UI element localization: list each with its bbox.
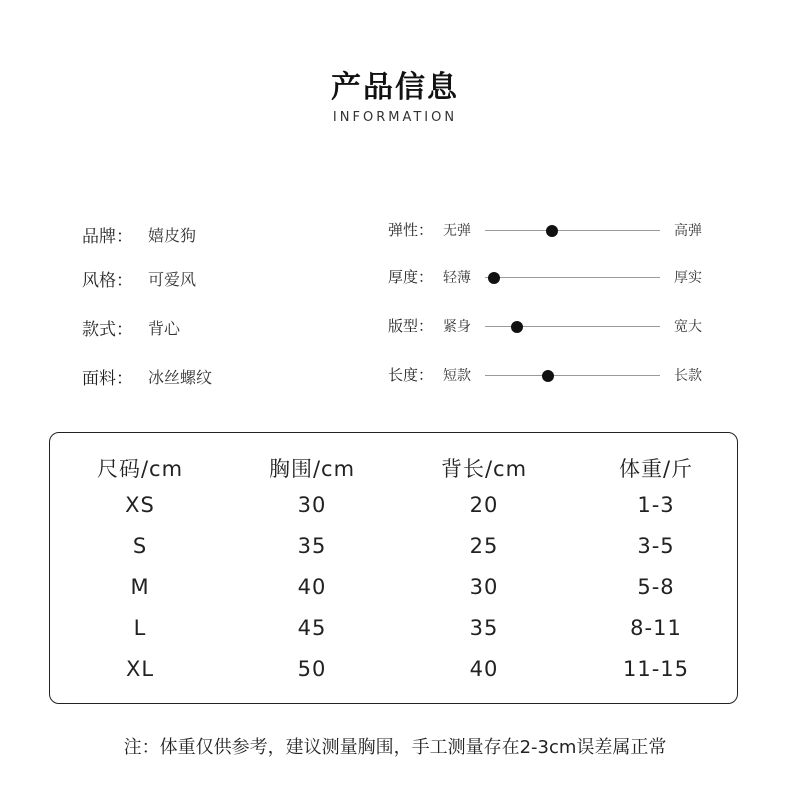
table-header-size: 尺码/cm	[96, 457, 184, 481]
scale-track	[485, 277, 660, 278]
table-cell: 3-5	[637, 534, 675, 558]
scale-high-label: 厚实	[674, 270, 702, 286]
table-cell: 20	[469, 493, 499, 517]
attribute-key: 品牌：	[82, 227, 133, 247]
scale-low-label: 紧身	[443, 319, 471, 335]
table-cell: XS	[125, 493, 155, 517]
scale-low-label: 无弹	[443, 223, 471, 239]
scale-track	[485, 375, 660, 376]
attribute-style	[82, 266, 197, 291]
table-cell: 11-15	[622, 657, 690, 681]
attribute-key: 面料：	[82, 369, 133, 389]
attribute-key: 款式：	[82, 320, 133, 340]
table-cell: 40	[297, 575, 327, 599]
table-cell: 35	[469, 616, 499, 640]
scale-knob	[511, 321, 523, 333]
scale-low-label: 轻薄	[443, 270, 471, 286]
scale-knob	[546, 225, 558, 237]
table-cell: 8-11	[630, 616, 682, 640]
scale-fit	[388, 315, 728, 339]
scale-label: 长度：	[388, 366, 434, 384]
attribute-type	[82, 315, 181, 340]
table-cell: L	[133, 616, 147, 640]
attribute-brand	[82, 222, 197, 247]
table-cell: 35	[297, 534, 327, 558]
table-cell: 25	[469, 534, 499, 558]
attribute-value: 嬉皮狗	[148, 226, 197, 245]
table-cell: 45	[297, 616, 327, 640]
attribute-value: 可爱风	[148, 270, 197, 289]
attribute-value: 冰丝螺纹	[148, 368, 213, 387]
scale-label: 弹性：	[388, 221, 434, 239]
table-cell: S	[132, 534, 148, 558]
scale-knob	[488, 272, 500, 284]
scale-high-label: 宽大	[674, 319, 702, 335]
scale-elasticity	[388, 219, 728, 243]
page-title: 产品信息	[331, 70, 459, 105]
table-cell: 40	[469, 657, 499, 681]
table-cell: 30	[469, 575, 499, 599]
scale-length	[388, 364, 728, 388]
table-header-back: 背长/cm	[440, 457, 528, 481]
scale-label: 厚度：	[388, 268, 434, 286]
scale-knob	[542, 370, 554, 382]
scale-thickness	[388, 266, 728, 290]
attribute-key: 风格：	[82, 271, 133, 291]
scale-high-label: 高弹	[674, 223, 702, 239]
attribute-fabric	[82, 364, 213, 389]
table-cell: 50	[297, 657, 327, 681]
table-cell: 5-8	[637, 575, 675, 599]
page-subtitle: INFORMATION	[332, 110, 458, 125]
table-header-chest: 胸围/cm	[268, 457, 356, 481]
table-cell: 30	[297, 493, 327, 517]
table-header-weight: 体重/斤	[618, 457, 694, 481]
scale-label: 版型：	[388, 317, 434, 335]
table-cell: M	[130, 575, 150, 599]
measurement-note: 注：体重仅供参考，建议测量胸围，手工测量存在2-3cm误差属正常	[123, 737, 667, 758]
table-cell: XL	[125, 657, 155, 681]
attribute-value: 背心	[148, 319, 181, 338]
scale-low-label: 短款	[443, 368, 471, 384]
size-table	[49, 432, 738, 704]
scale-high-label: 长款	[674, 368, 702, 384]
scale-track	[485, 230, 660, 231]
table-cell: 1-3	[637, 493, 675, 517]
